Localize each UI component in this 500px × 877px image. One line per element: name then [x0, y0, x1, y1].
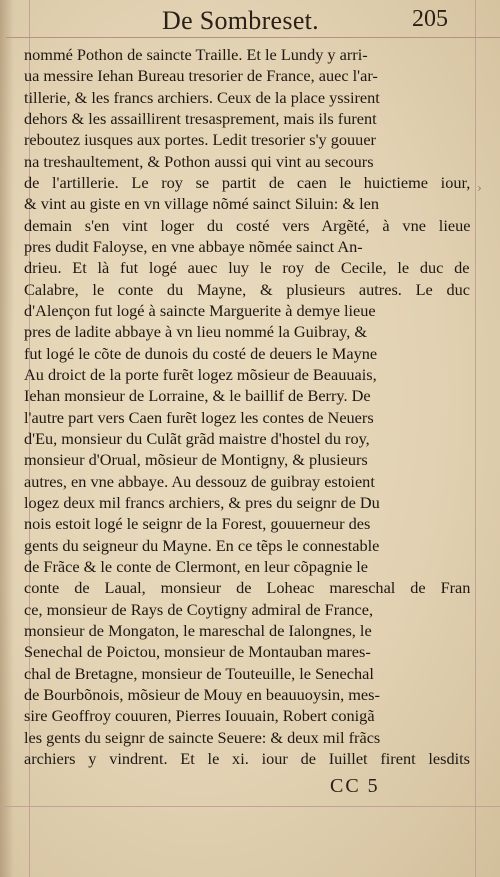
text-line: monsieur d'Orual, mõsieur de Montigny, & plusieurs: [24, 450, 368, 470]
text-line: nommé Pothon de saincte Traille. Et le Lundy y arri-: [24, 45, 368, 64]
text-line: logez deux mil francs archiers, & pres du seignr de Du: [24, 492, 380, 512]
margin-ink-mark: ›: [477, 181, 482, 195]
text-line: l'autre part vers Caen furẽt logez les contes de Neuers: [24, 407, 374, 427]
page-number: 205: [412, 6, 448, 32]
text-line: tillerie, & les francs archiers. Ceux de la place yssirent: [24, 87, 380, 107]
text-line: Iehan monsieur de Lorraine, & le baillif de Berry. De: [24, 386, 371, 406]
text-line: gents du seigneur du Mayne. En ce tẽps le connestable: [24, 535, 380, 555]
text-line: drieu. Et là fut logé auec luy le roy de Cecile, le duc de: [24, 258, 470, 278]
text-line: Au droict de la porte furẽt logez mõsieur de Beauuais,: [24, 364, 377, 384]
text-line: & vint au giste en vn village nõmé sainct Siluin: & len: [24, 194, 379, 214]
text-line: sire Geoffroy couuren, Pierres Iouuain, Robert conigã: [24, 706, 375, 726]
text-line: monsieur de Mongaton, le mareschal de Ialongnes, le: [24, 620, 372, 640]
text-line: ce, monsieur de Rays de Coytigny admiral de France,: [24, 599, 374, 619]
footer-rule: [0, 806, 500, 807]
text-line: d'Alençon fut logé à saincte Marguerite à demye lieue: [24, 300, 376, 320]
text-line: pres de ladite abbaye à vn lieu nommé la Guibray, &: [24, 322, 367, 342]
text-line: chal de Bretagne, monsieur de Touteuille, le Senechal: [24, 663, 374, 683]
text-line: fut logé le cõte de dunois du costé de deuers le Mayne: [24, 343, 378, 363]
text-line: demain s'en vint loger du costé vers Argẽté, à vne lieue: [24, 215, 471, 235]
text-line: na treshaultement, & Pothon aussi qui vint au secours: [24, 151, 374, 171]
text-line: autres, en vne abbaye. Au dessouz de guibray estoient: [24, 471, 375, 491]
text-line: conte de Laual, monsieur de Loheac mareschal de Fran: [24, 578, 471, 598]
text-line: archiers y vindrent. Et le xi. iour de Iuillet firent lesdits: [24, 748, 470, 768]
text-line: ua messire Iehan Bureau tresorier de France, auec l'ar-: [24, 66, 378, 86]
text-line: Senechal de Poictou, monsieur de Montauban mares-: [24, 642, 371, 662]
text-line: de Bourbõnois, mõsieur de Mouy en beauuoysin, mes-: [24, 684, 380, 704]
text-line: d'Eu, monsieur du Culãt grãd maistre d'hostel du roy,: [24, 428, 370, 448]
running-title: De Sombreset.: [162, 6, 319, 35]
signature-mark: CC 5: [330, 775, 380, 797]
text-line: les gents du seignr de saincte Seuere: & deux mil frãcs: [24, 727, 381, 747]
body-text: [24, 44, 482, 769]
text-line: nois estoit logé le seignr de la Forest, gouuerneur des: [24, 514, 371, 534]
binding-shadow: [0, 0, 14, 877]
text-line: pres dudit Faloyse, en vne abbaye nõmée sainct An-: [24, 236, 363, 256]
text-line: de Frãce & le conte de Clermont, en leur cõpagnie le: [24, 556, 369, 576]
text-line: reboutez iusques aux portes. Ledit tresorier s'y gouuer: [24, 130, 376, 150]
page-header: [0, 4, 500, 36]
text-line: de l'artillerie. Le roy se partit de caen le huictieme iour,: [24, 172, 471, 192]
text-line: Calabre, le conte du Mayne, & plusieurs autres. Le duc: [24, 279, 471, 299]
text-line: dehors & les assaillirent tresasprement, mais ils furent: [24, 108, 377, 128]
header-rule: [6, 37, 500, 38]
